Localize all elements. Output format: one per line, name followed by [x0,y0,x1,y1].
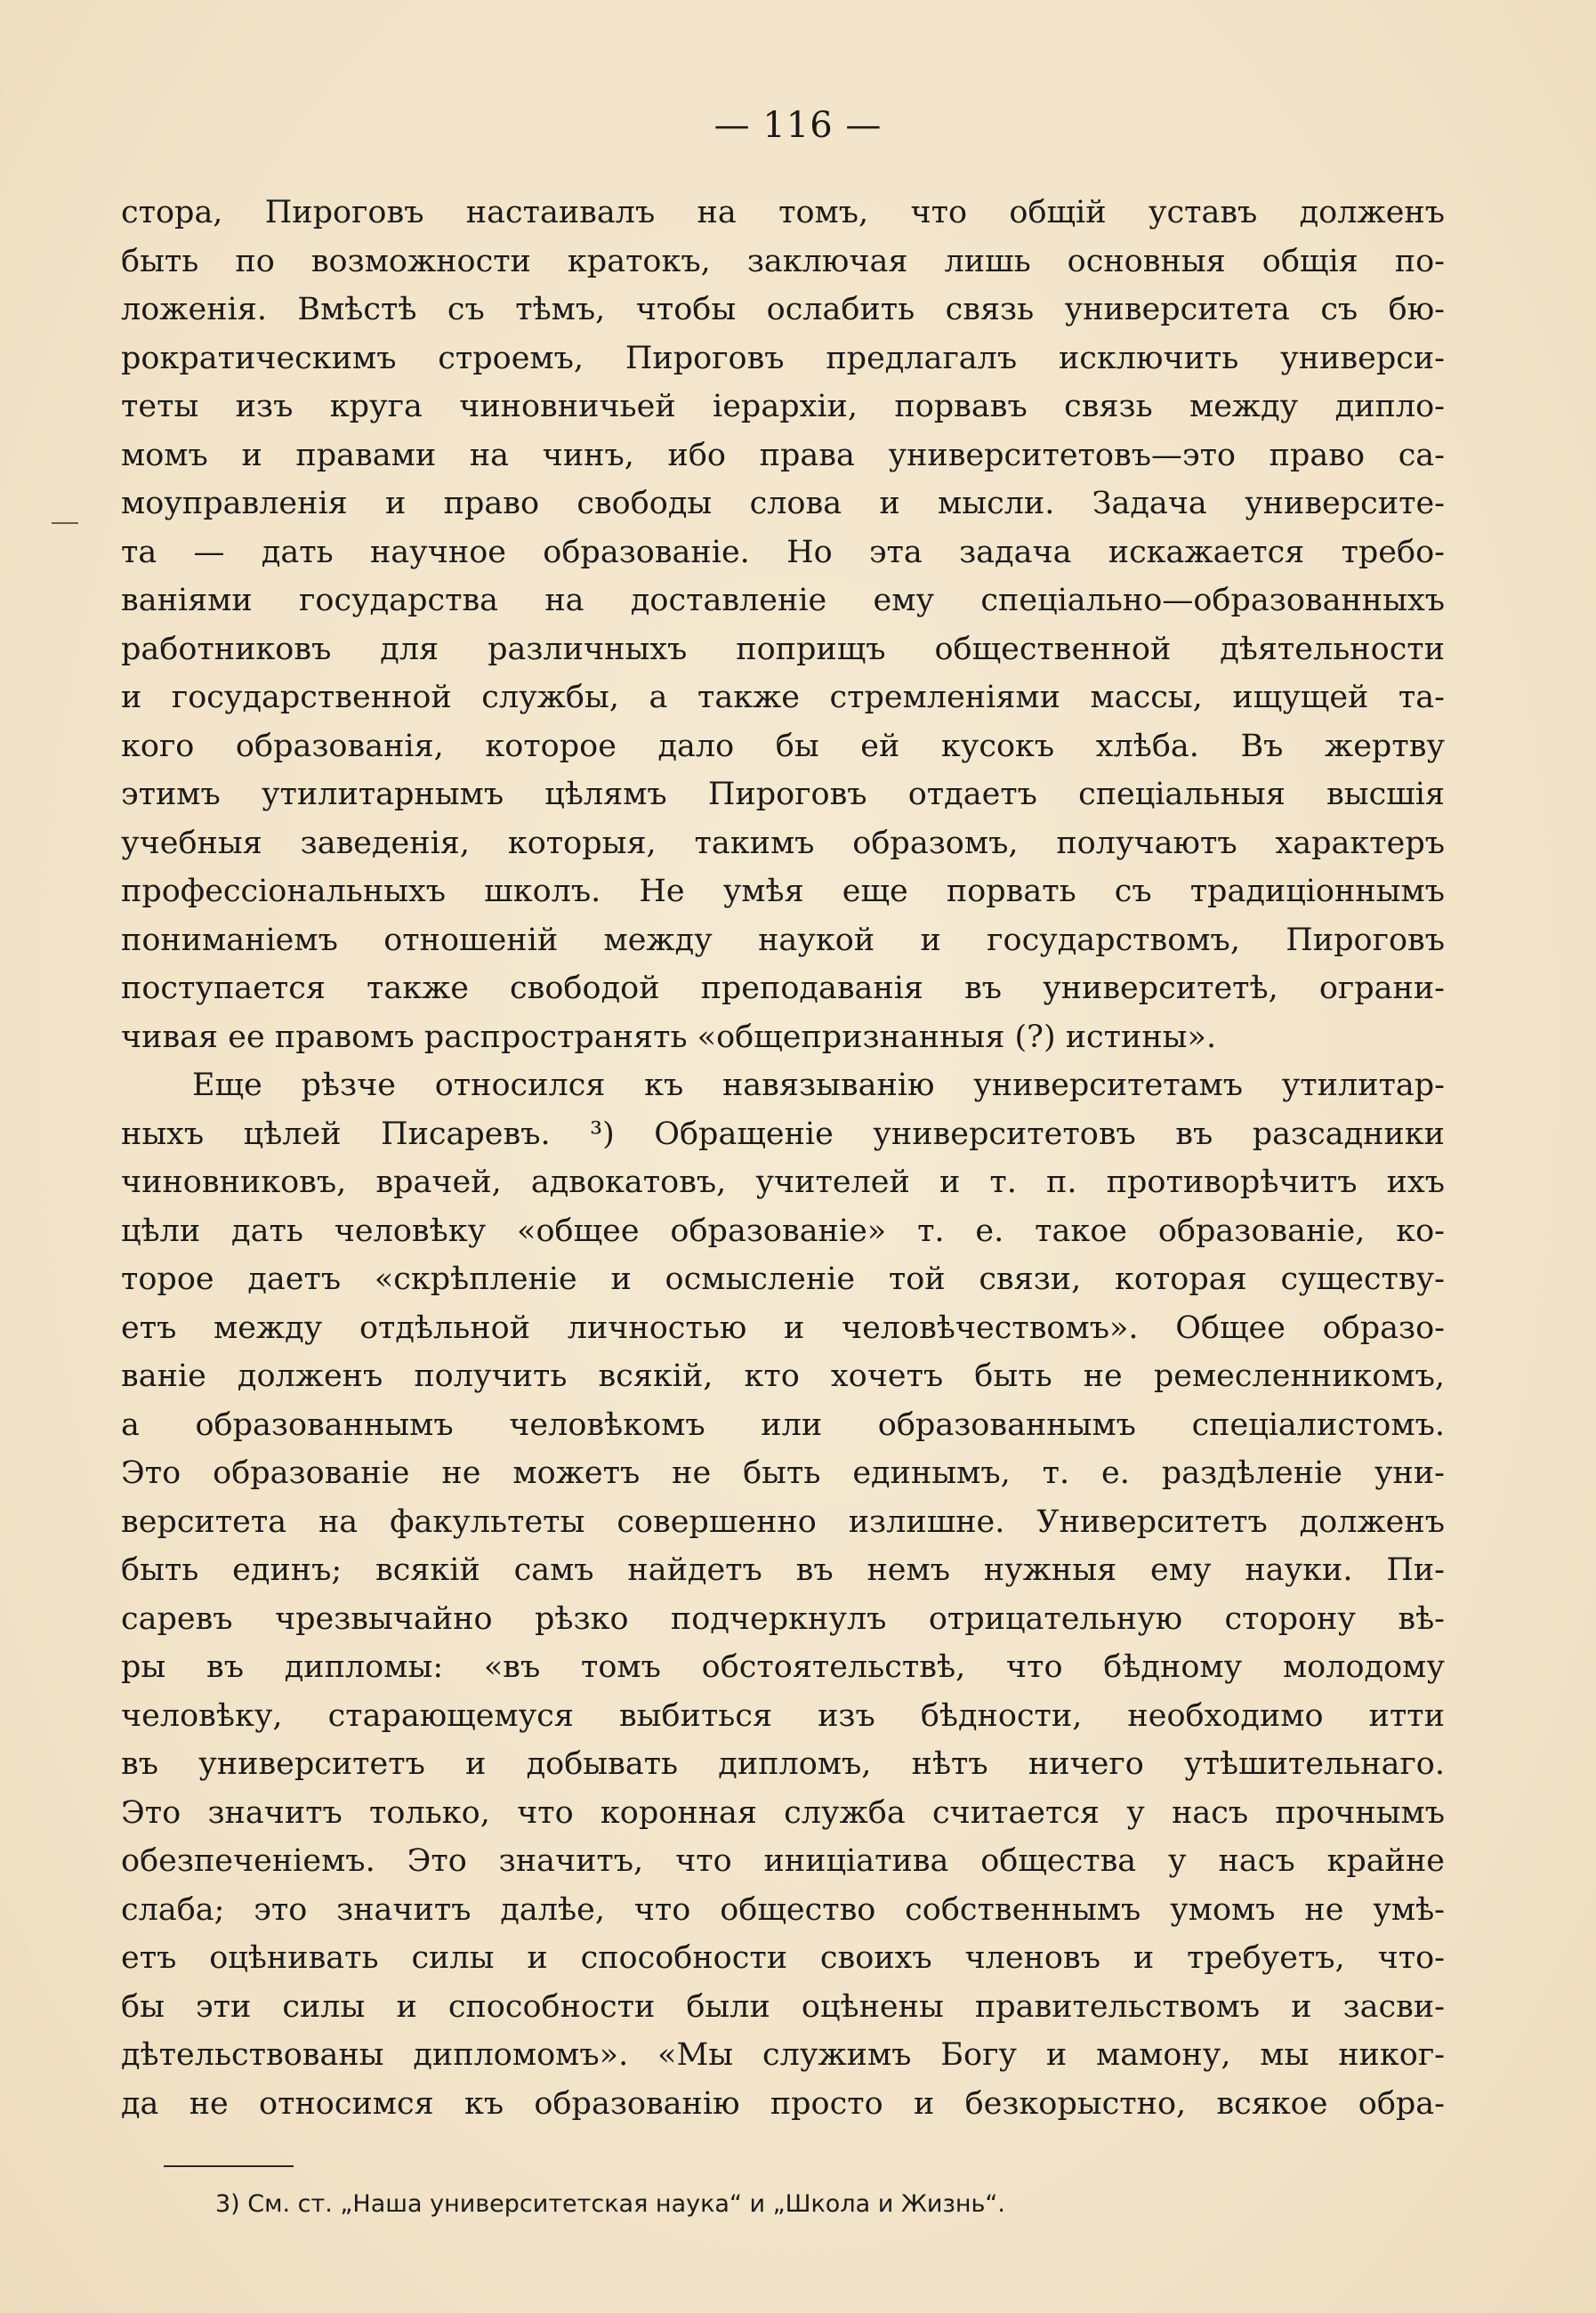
text-line: ложенія. Вмѣстѣ съ тѣмъ, чтобы ослабить связь университета съ бю- [121,292,1445,327]
text-line: та — дать научное образованіе. Но эта задача искажается требо- [121,534,1445,570]
text-line: ваніе долженъ получить всякій, кто хочетъ быть не ремесленникомъ, [121,1358,1445,1394]
text-line: цѣли дать человѣку «общее образованіе» т. е. такое образованіе, ко- [121,1213,1445,1249]
text-line: стора, Пироговъ настаивалъ на томъ, что общій уставъ долженъ [121,195,1445,230]
text-line: моуправленія и право свободы слова и мысли. Задача университе- [121,486,1445,521]
text-line: въ университетъ и добывать дипломъ, нѣтъ ничего утѣшительнаго. [121,1746,1445,1782]
text-line: торое даетъ «скрѣпленіе и осмысленіе той связи, которая существу- [121,1261,1445,1297]
text-line: момъ и правами на чинъ, ибо права университетовъ—это право са- [121,437,1445,473]
text-line: чивая ее правомъ распространять «общепризнанныя (?) истины». [121,1019,1217,1055]
text-line: саревъ чрезвычайно рѣзко подчеркнулъ отрицательную сторону вѣ- [121,1600,1445,1637]
text-line: теты изъ круга чиновничьей іерархіи, порвавъ связь между дипло- [121,389,1445,424]
text-line: учебныя заведенія, которыя, такимъ образомъ, получаютъ характеръ [121,825,1445,861]
text-line: пониманіемъ отношеній между наукой и государствомъ, Пироговъ [121,922,1445,958]
text-line: етъ оцѣнивать силы и способности своихъ членовъ и требуетъ, что- [121,1940,1445,1976]
text-line: быть единъ; всякій самъ найдетъ въ немъ нужныя ему науки. Пи- [121,1552,1445,1588]
text-line: работниковъ для различныхъ поприщъ общественной дѣятельности [121,631,1445,667]
text-line: Это значитъ только, что коронная служба считается у насъ прочнымъ [121,1794,1445,1831]
text-line: ваніями государства на доставленіе ему спеціально—образованныхъ [121,583,1445,618]
text-line: и государственной службы, а также стремленіями массы, ищущей та- [121,680,1445,715]
text-line: Это образованіе не можетъ не быть единымъ, т. е. раздѣленіе уни- [121,1455,1445,1491]
body-text [121,189,1445,2128]
text-line: ры въ дипломы: «въ томъ обстоятельствѣ, что бѣдному молодому [121,1649,1445,1685]
text-line: бы эти силы и способности были оцѣнены правительствомъ и засви- [121,1988,1445,2025]
footnote: 3) См. ст. „Наша университетская наука“ и „Школа и Жизнь“. [215,2190,1005,2218]
text-line: человѣку, старающемуся выбиться изъ бѣдности, необходимо итти [121,1697,1445,1734]
text-line: кого образованія, которое дало бы ей кусокъ хлѣба. Въ жертву [121,728,1445,764]
text-line: Еще рѣзче относился къ навязыванію университетамъ утилитар- [192,1068,1445,1103]
text-line: верситета на факультеты совершенно излишне. Университетъ долженъ [121,1503,1445,1540]
text-line: слаба; это значитъ далѣе, что общество собственнымъ умомъ не умѣ- [121,1891,1445,1928]
text-line: поступается также свободой преподаванія въ университетѣ, ограни- [121,971,1445,1006]
footnote-rule [164,2165,294,2167]
text-line: а образованнымъ человѣкомъ или образованнымъ спеціалистомъ. [121,1406,1445,1443]
text-line: профессіональныхъ школъ. Не умѣя еще порвать съ традиціоннымъ [121,874,1445,909]
text-line: обезпеченіемъ. Это значитъ, что иниціатива общества у насъ крайне [121,1843,1445,1879]
margin-mark [52,522,78,524]
text-line: этимъ утилитарнымъ цѣлямъ Пироговъ отдаетъ спеціальныя высшія [121,777,1445,812]
page-number: — 116 — [713,105,883,146]
text-line: ныхъ цѣлей Писаревъ. ³) Обращеніе университетовъ въ разсадники [121,1116,1445,1152]
text-line: етъ между отдѣльной личностью и человѣчествомъ». Общее образо- [121,1310,1445,1346]
text-line: да не относимся къ образованію просто и безкорыстно, всякое обра- [121,2085,1445,2122]
text-line: быть по возможности кратокъ, заключая лишь основныя общія по- [121,243,1445,279]
text-line: дѣтельствованы дипломомъ». «Мы служимъ Богу и мамону, мы никог- [121,2037,1445,2073]
text-line: рократическимъ строемъ, Пироговъ предлагалъ исключить универси- [121,340,1445,376]
text-line: чиновниковъ, врачей, адвокатовъ, учителей и т. п. противорѣчитъ ихъ [121,1165,1445,1200]
